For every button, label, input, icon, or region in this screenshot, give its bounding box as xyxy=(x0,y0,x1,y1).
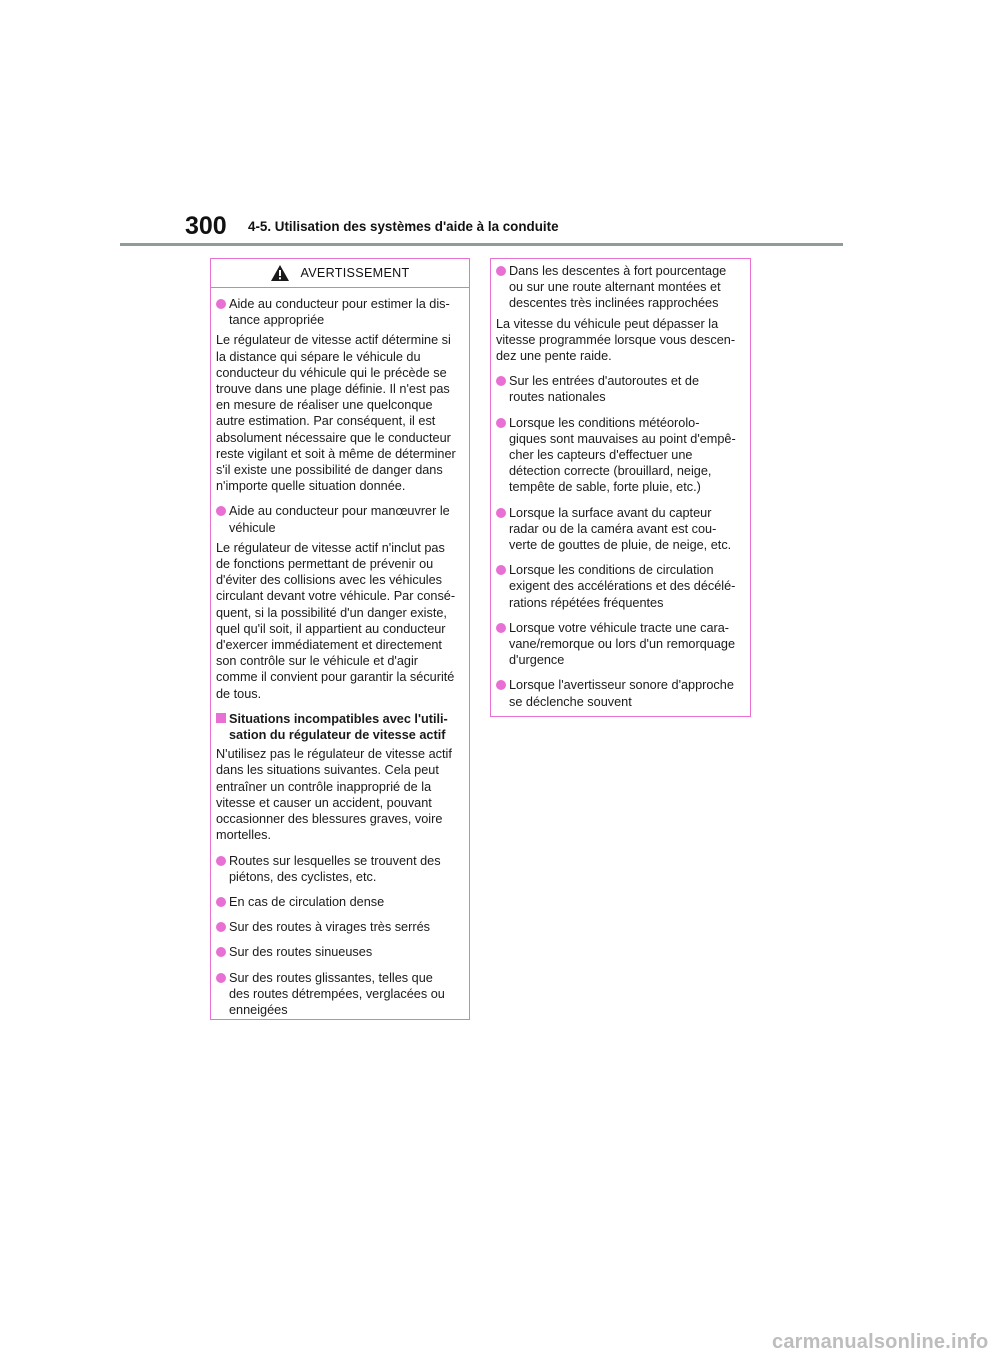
bullet-item: Sur des routes glissantes, telles que des routes détrempées, verglacées ou enneigées xyxy=(216,970,463,1019)
paragraph: Le régulateur de vitesse actif n'inclut pas de fonctions permettant de prévenir ou d'éviter des collisions avec les véhicules circulant devant votre véhicule. Par consé- quent, si la possibilité d'un danger existe, quel qu'il soit, il appartient au conducteur d'exercer immédiatement et directement son contrôle sur le véhicule et d'agir comme il convient pour garantir la sécurité de tous. xyxy=(216,540,456,701)
bullet-item: Sur les entrées d'autoroutes et de routes nationales xyxy=(496,373,744,405)
page-number: 300 xyxy=(185,212,227,240)
bullet-item: Lorsque les conditions météorolo- giques sont mauvaises au point d'empê- cher les capteurs d'effectuer une détection correcte (brouillard, neige, tempête de sable, forte pluie, etc.) xyxy=(496,415,744,496)
header-rule xyxy=(120,243,843,246)
bullet-item: Sur des routes sinueuses xyxy=(216,944,463,960)
bullet-item: Sur des routes à virages très serrés xyxy=(216,919,463,935)
warning-title: AVERTISSEMENT xyxy=(300,265,410,280)
bullet-item: Aide au conducteur pour estimer la dis- tance appropriée xyxy=(216,296,463,328)
bullet-item: Routes sur lesquelles se trouvent des piétons, des cyclistes, etc. xyxy=(216,853,463,885)
paragraph: La vitesse du véhicule peut dépasser la vitesse programmée lorsque vous descen- dez une pente raide. xyxy=(496,316,736,364)
warning-header xyxy=(211,259,469,288)
warning-box-left xyxy=(210,258,470,1020)
section-title: 4-5. Utilisation des systèmes d'aide à la conduite xyxy=(248,219,559,234)
bullet-item: En cas de circulation dense xyxy=(216,894,463,910)
warning-box-right xyxy=(490,258,751,717)
bullet-item: Lorsque les conditions de circulation exigent des accélérations et des décélé- rations répétées fréquentes xyxy=(496,562,744,611)
watermark: carmanualsonline.info xyxy=(772,1331,988,1353)
paragraph: Le régulateur de vitesse actif détermine si la distance qui sépare le véhicule du conducteur du véhicule qui le précède se trouve dans une plage définie. Il n'est pas en mesure de réaliser une quelconque autre estimation. Par conséquent, il est absolument nécessaire que le conducteur reste vigilant et soit à même de déterminer s'il existe une possibilité de danger dans n'importe quelle situation donnée. xyxy=(216,333,456,494)
paragraph: N'utilisez pas le régulateur de vitesse actif dans les situations suivantes. Cela peut entraîner un contrôle inapproprié de la vitesse et causer un accident, pouvant occasionner des blessures graves, voire mortelles. xyxy=(216,747,452,843)
bullet-item: Aide au conducteur pour manœuvrer le véhicule xyxy=(216,503,463,535)
section-heading: Situations incompatibles avec l'utili- sation du régulateur de vitesse actif xyxy=(216,711,463,743)
bullet-item: Lorsque l'avertisseur sonore d'approche se déclenche souvent xyxy=(496,677,744,709)
warning-body-right xyxy=(491,259,750,710)
warning-triangle-icon xyxy=(270,264,290,282)
warning-body-left xyxy=(211,288,469,1018)
bullet-item: Dans les descentes à fort pourcentage ou sur une route alternant montées et descentes très inclinées rapprochées xyxy=(496,263,744,312)
bullet-item: Lorsque votre véhicule tracte une cara- vane/remorque ou lors d'un remorquage d'urgence xyxy=(496,620,744,669)
bullet-item: Lorsque la surface avant du capteur radar ou de la caméra avant est cou- verte de gouttes de pluie, de neige, etc. xyxy=(496,505,744,554)
